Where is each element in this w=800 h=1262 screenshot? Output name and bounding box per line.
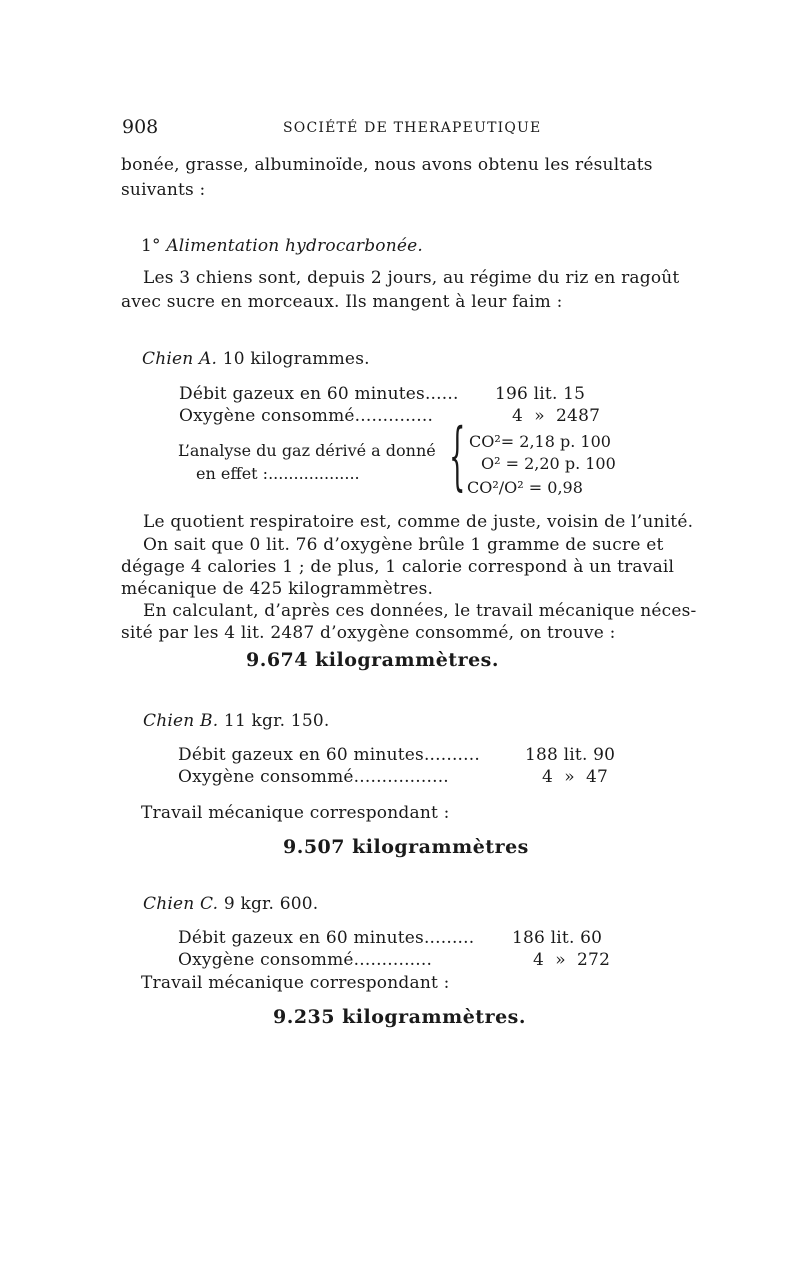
chien-a-debit-label: Débit gazeux en 60 minutes...... — [179, 384, 459, 404]
brace-icon: { — [449, 413, 466, 499]
para1-line-1: Les 3 chiens sont, depuis 2 jours, au régime du riz en ragoût — [143, 268, 680, 288]
intro-line-1: bonée, grasse, albuminoïde, nous avons obtenu les résultats — [121, 155, 653, 175]
chien-a-oxy-label: Oxygène consommé.............. — [179, 406, 434, 426]
para2-line-5: En calculant, d’après ces données, le travail mécanique néces- — [143, 601, 697, 621]
chien-b-debit-value: 188 lit. 90 — [525, 745, 616, 765]
para1-line-2: avec sucre en morceaux. Ils mangent à leur faim : — [121, 292, 563, 312]
chien-a-name: Chien A. — [142, 349, 218, 369]
page-number: 908 — [122, 116, 159, 138]
chien-c-oxy-value: 4 » 272 — [533, 950, 611, 970]
section-title: Alimentation hydrocarbonée. — [166, 236, 424, 256]
para2-line-1: Le quotient respiratoire est, comme de juste, voisin de l’unité. — [143, 512, 694, 532]
chien-c-debit-label: Débit gazeux en 60 minutes......... — [178, 928, 475, 948]
chien-b-name: Chien B. — [143, 711, 219, 731]
co2-value: CO²= 2,18 p. 100 — [469, 432, 611, 451]
chien-b-debit-label: Débit gazeux en 60 minutes.......... — [178, 745, 480, 765]
result-c: 9.235 kilogrammètres. — [273, 1006, 526, 1028]
chien-a-oxy-value: 4 » 2487 — [512, 406, 601, 426]
chien-b-oxy-value: 4 » 47 — [542, 767, 609, 787]
para2-line-2: On sait que 0 lit. 76 d’oxygène brûle 1 gramme de sucre et — [143, 535, 664, 555]
para2-line-6: sité par les 4 lit. 2487 d’oxygène consommé, on trouve : — [121, 623, 616, 643]
chien-b-travail: Travail mécanique correspondant : — [141, 803, 450, 823]
analyse-line-1: L’analyse du gaz dérivé a donné — [178, 441, 436, 460]
ratio-value: CO²/O² = 0,98 — [467, 478, 583, 497]
chien-b-weight: 11 kgr. 150. — [223, 711, 330, 731]
chien-c-oxy-label: Oxygène consommé.............. — [178, 950, 433, 970]
chien-a-weight: 10 kilogrammes. — [222, 349, 370, 369]
chien-c-debit-value: 186 lit. 60 — [512, 928, 603, 948]
result-a: 9.674 kilogrammètres. — [246, 649, 499, 671]
chien-b-heading — [143, 711, 329, 731]
chien-a-heading — [142, 349, 370, 369]
result-b: 9.507 kilogrammètres — [283, 836, 529, 858]
chien-c-name: Chien C. — [143, 894, 219, 914]
intro-line-2: suivants : — [121, 180, 206, 200]
section-number: 1° — [141, 236, 161, 256]
analyse-line-2: en effet :.................. — [196, 464, 360, 483]
section-heading — [141, 236, 423, 256]
chien-a-debit-value: 196 lit. 15 — [495, 384, 586, 404]
o2-value: O² = 2,20 p. 100 — [481, 454, 616, 473]
para2-line-3: dégage 4 calories 1 ; de plus, 1 calorie correspond à un travail — [121, 557, 675, 577]
para2-line-4: mécanique de 425 kilogrammètres. — [121, 579, 434, 599]
running-title: SOCIÉTÉ DE THERAPEUTIQUE — [283, 120, 542, 136]
chien-c-heading — [143, 894, 318, 914]
chien-c-weight: 9 kgr. 600. — [223, 894, 319, 914]
chien-c-travail: Travail mécanique correspondant : — [141, 973, 450, 993]
chien-b-oxy-label: Oxygène consommé................. — [178, 767, 449, 787]
